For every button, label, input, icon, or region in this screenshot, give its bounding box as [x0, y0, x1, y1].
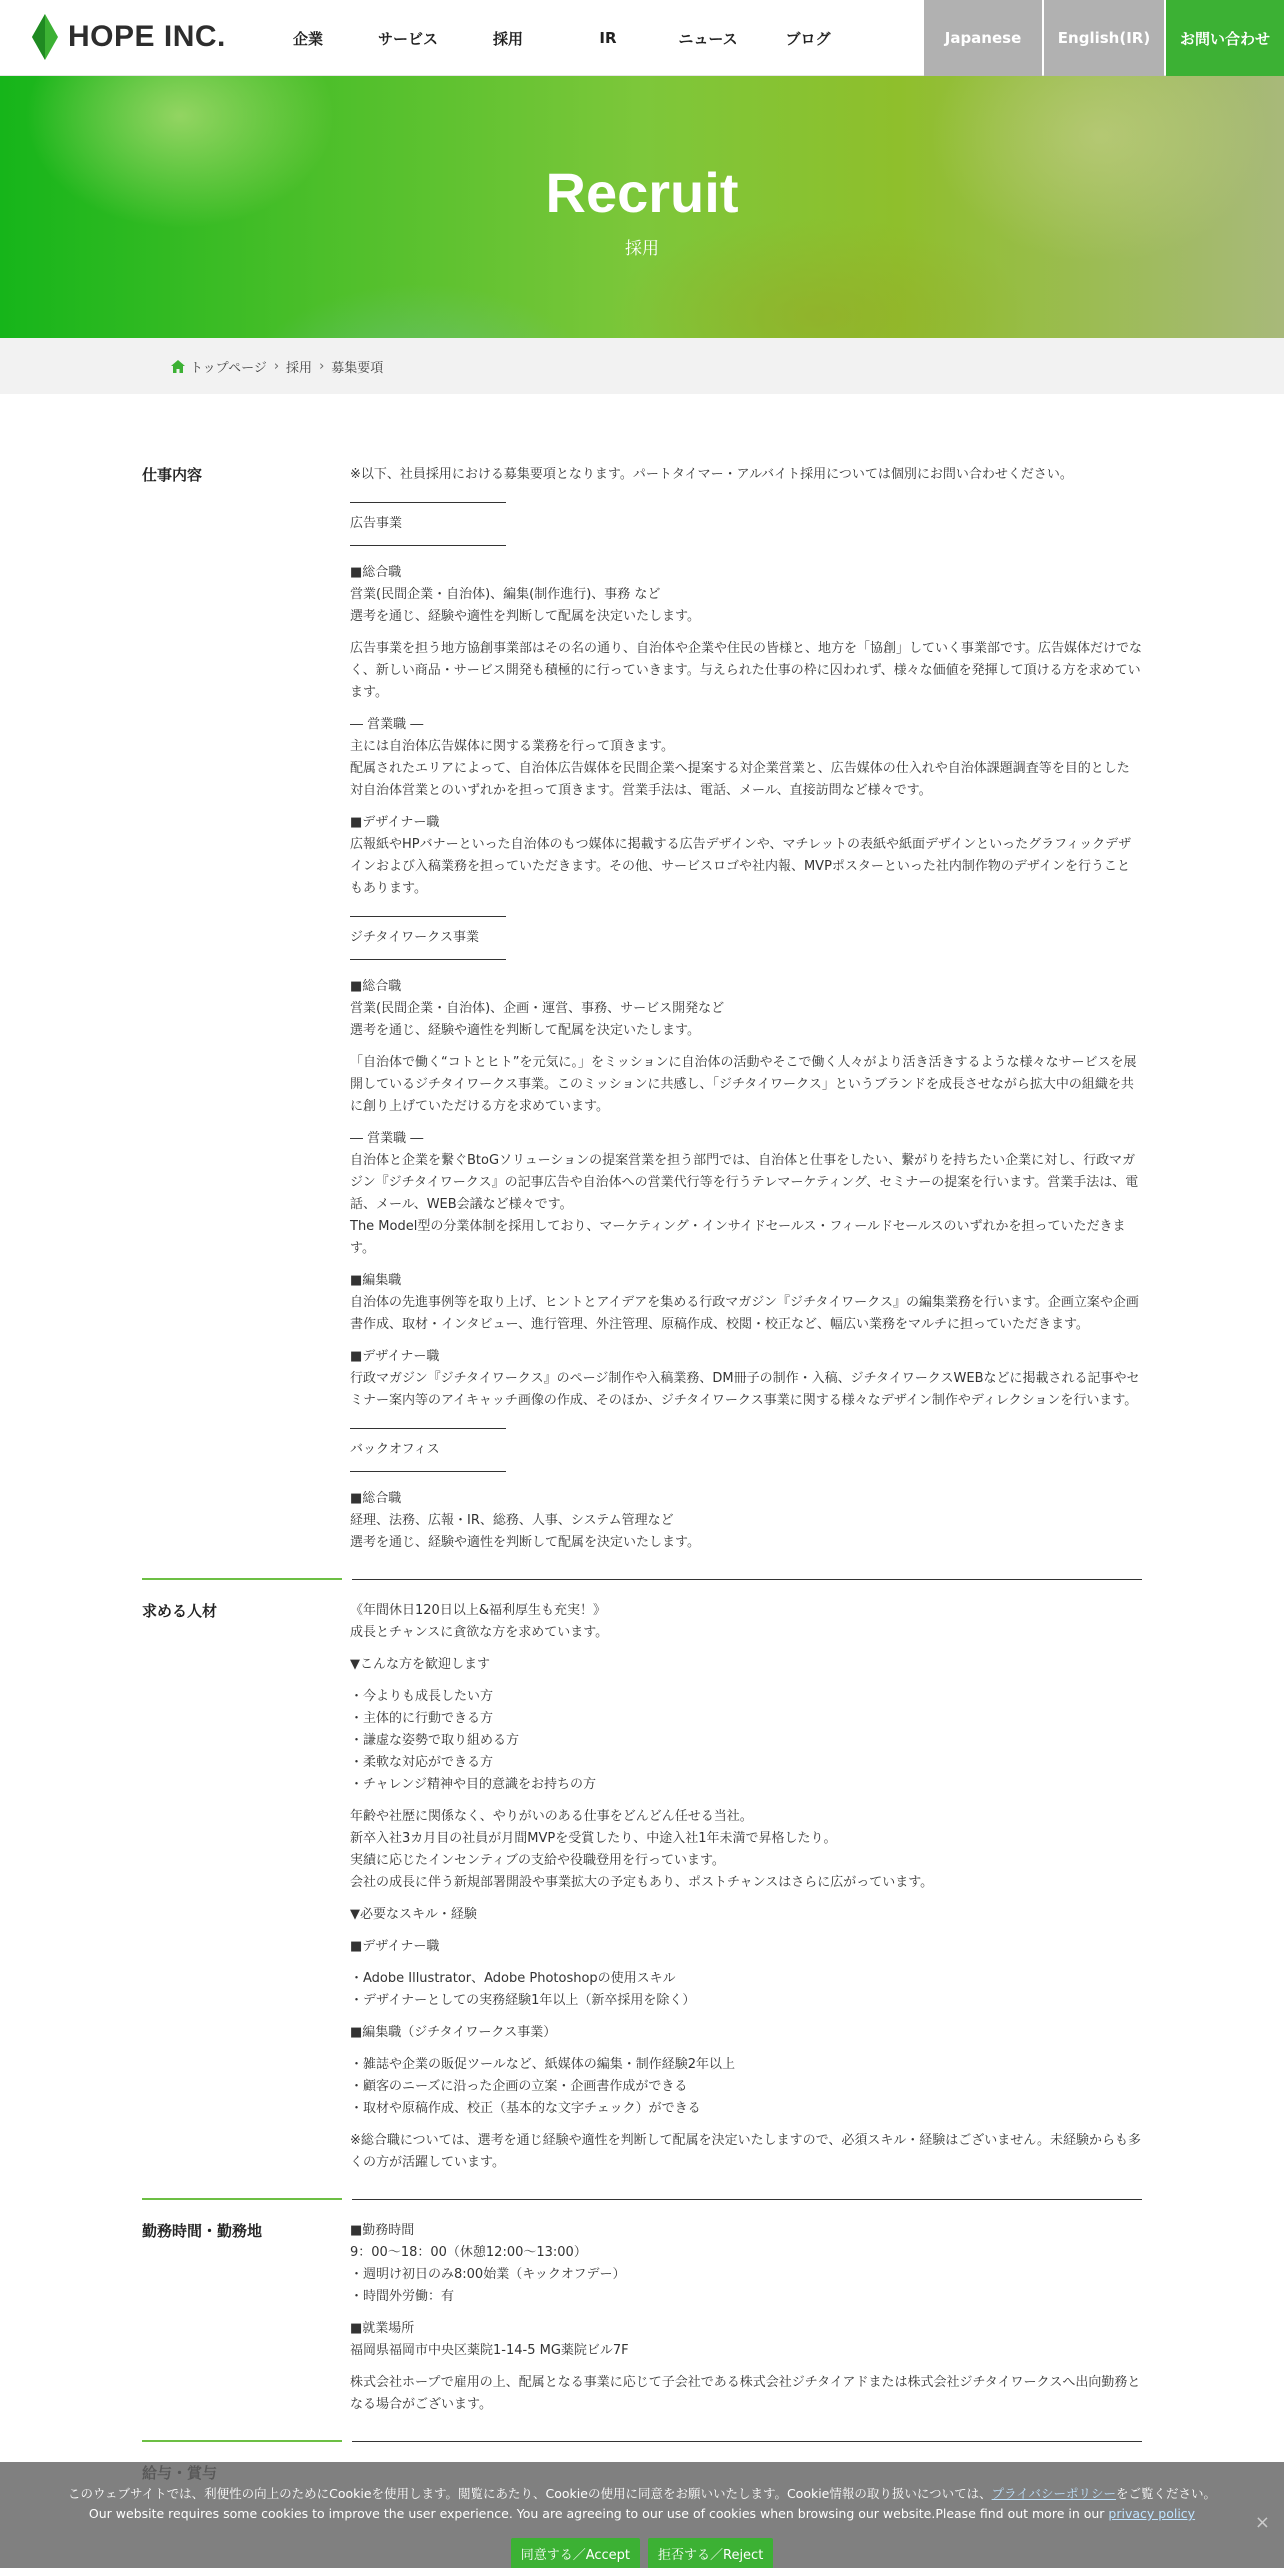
ad-designer: ■デザイナー職 広報紙やHPバナーといった自治体のもつ媒体に掲載する広告デザインや、マチレットの表紙や紙面デザインといったグラフィックデザインおよび入稿業務を担っていただきます。その他、サービスロゴや社内報、MVPポスターといった社内制作物のデザインを行うこともあります。 [350, 815, 1132, 896]
contact-button[interactable]: お問い合わせ [1166, 0, 1284, 76]
work-place: ■就業場所 福岡県福岡市中央区薬院1-14-5 MG薬院ビル7F [350, 2321, 629, 2358]
nav-item-service[interactable]: サービス [377, 29, 438, 48]
chevron-right-icon: › [319, 358, 325, 374]
requirements-table [142, 456, 1142, 2483]
editor-skills-heading: ■編集職（ジチタイワークス事業） [350, 2025, 557, 2040]
section-body [350, 2212, 1142, 2426]
breadcrumb-home[interactable]: トップページ [190, 360, 267, 376]
ad-general: ■総合職 営業(民間企業・自治体)、編集(制作進行)、事務 など 選考を通じ、経験や適性を判断して配属を決定いたします。 [350, 565, 700, 624]
nav-item-blog[interactable]: ブログ [785, 29, 831, 48]
privacy-policy-link-jp[interactable]: プライバシーポリシー [991, 2486, 1117, 2501]
ad-sales: ― 営業職 ― 主には自治体広告媒体に関する業務を行って頂きます。 配属されたエリアによって、自治体広告媒体を民間企業へ提案する対企業営業と、広告媒体の仕入れや自治体課題調査等を目的とした対自治体営業とのいずれかを担って頂きます。営業手法は、電話、メール、直接訪問など様々です。 [350, 717, 1130, 798]
jichitai-general: ■総合職 営業(民間企業・自治体)、企画・運営、事務、サービス開発など 選考を通じ、経験や適性を判断して配属を決定いたします。 [350, 979, 725, 1038]
breadcrumb-recruit[interactable]: 採用 [286, 360, 313, 376]
cookie-buttons [0, 2538, 1284, 2568]
talent-intro: 《年間休日120日以上&福利厚生も充実！》 成長とチャンスに貪欲な方を求めています。 [350, 1603, 609, 1640]
cookie-text: をご覧ください。 [1116, 2486, 1217, 2501]
subheading-backoffice: バックオフィス [350, 1428, 506, 1472]
section-heading: 仕事内容 [142, 466, 203, 484]
jichitai-designer: ■デザイナー職 行政マガジン『ジチタイワークス』のページ制作や入稿業務、DM冊子の制作・入稿、ジチタイワークスWEBなどに掲載される記事やセミナー案内等のアイキャッチ画像の作成、そのほか、ジチタイワークス事業に関する様々なデザイン制作やディレクションを行います。 [350, 1349, 1140, 1408]
site-header [0, 0, 1284, 76]
cookie-text: Our website requires some cookies to improve the user experience. You are agreeing to our use of cookies when browsing our website.Please find out more in our [88, 2506, 1109, 2521]
jichitai-desc: 「自治体で働く“コトとヒト”を元気に。」をミッションに自治体の活動やそこで働く人々がより活き活きするような様々なサービスを展開しているジチタイワークス事業。このミッションに共感し、「ジチタイワークス」というブランドを成長させながら拡大中の組織を共に創り上げていただける方を求めています。 [350, 1055, 1137, 1114]
privacy-policy-link-en[interactable]: privacy policy [1108, 2506, 1196, 2521]
welcome-list: ・今よりも成長したい方 ・主体的に行動できる方 ・謙虚な姿勢で取り組める方 ・柔軟な対応ができる方 ・チャレンジ精神や目的意識をお持ちの方 [350, 1689, 596, 1792]
cookie-text-jp [0, 2484, 1284, 2502]
reject-cookies-button[interactable]: 拒否する／Reject [648, 2538, 773, 2568]
jichitai-sales: ― 営業職 ― 自治体と企業を繋ぐBtoGソリューションの提案営業を担う部門では、自治体と仕事をしたい、繋がりを持ちたい企業に対し、行政マガジン『ジチタイワークス』の記事広告や自治体への営業代行等を行うテレマーケティング、セミナーの提案を行います。営業手法は、電話、メール、WEB会議など様々です。 The Model型の分業体制を採用しており、マーケティング・インサイドセールス・フィールドセールスのいずれかを担っていただきます。 [350, 1131, 1139, 1256]
editor-skills-list: ・雑誌や企業の販促ツールなど、紙媒体の編集・制作経験2年以上 ・顧客のニーズに沿った企画の立案・企画書作成ができる ・取材や原稿作成、校正（基本的な文字チェック）ができる [350, 2057, 736, 2116]
cookie-text-en [0, 2506, 1284, 2521]
section-hours-location [142, 2212, 1142, 2426]
logo-text: HOPE INC. [68, 20, 226, 53]
nav-item-recruit[interactable]: 採用 [492, 29, 523, 48]
close-icon[interactable]: × [1254, 2512, 1270, 2533]
logo[interactable] [28, 12, 226, 62]
section-body [350, 1592, 1142, 2184]
home-icon [170, 359, 186, 374]
jichitai-editor: ■編集職 自治体の先進事例等を取り上げ、ヒントとアイデアを集める行政マガジン『ジチタイワークス』の編集業務を行います。企画立案や企画書作成、取材・インタビュー、進行管理、外注管理、原稿作成、校閲・校正など、幅広い業務をマルチに担っていただきます。 [350, 1273, 1139, 1332]
section-body [350, 456, 1142, 1564]
cookie-text: このウェブサイトでは、利便性の向上のためにCookieを使用します。閲覧にあたり、Cookieの使用に同意をお願いいたします。Cookie情報の取り扱いについては、 [67, 2486, 992, 2501]
subheading-ad: 広告事業 [350, 502, 506, 546]
page-subtitle: 採用 [625, 239, 659, 259]
section-job-description [142, 456, 1142, 1564]
chevron-right-icon: › [273, 358, 280, 374]
job-intro: ※以下、社員採用における募集要項となります。パートタイマー・アルバイト採用については個別にお問い合わせください。 [350, 467, 1073, 482]
breadcrumb-current: 募集要項 [331, 360, 384, 376]
cookie-banner [0, 2462, 1284, 2568]
subheading-jichitai: ジチタイワークス事業 [350, 916, 506, 960]
nav-item-company[interactable]: 企業 [292, 29, 323, 48]
breadcrumb-bar [0, 338, 1284, 394]
career-text: 年齢や社歴に関係なく、やりがいのある仕事をどんどん任せる当社。 新卒入社3カ月目の社員が月間MVPを受賞したり、中途入社1年未満で昇格したり。 実績に応じたインセンティブの支給や役職登用を行っています。 会社の成長に伴う新規部署開設や事業拡大の予定もあり、ポストチャンスはさらに広がっています。 [350, 1809, 934, 1890]
skills-heading: ▼必要なスキル・経験 [350, 1907, 477, 1922]
nav-item-ir[interactable]: IR [599, 29, 617, 47]
main-nav [258, 0, 858, 76]
english-ir-button[interactable]: English(IR) [1044, 0, 1164, 76]
page-title: Recruit [545, 161, 739, 224]
hero-banner [0, 76, 1284, 338]
section-heading: 求める人材 [142, 1602, 218, 1620]
secondment-note: 株式会社ホープで雇用の上、配属となる事業に応じて子会社である株式会社ジチタイアドまたは株式会社ジチタイワークスへ出向勤務となる場合がございます。 [350, 2375, 1141, 2412]
section-talent [142, 1592, 1142, 2184]
work-hours: ■勤務時間 9：00～18：00（休憩12:00～13:00） ・週明け初日のみ8:00始業（キックオフデー） ・時間外労働：有 [350, 2223, 626, 2304]
designer-skills-heading: ■デザイナー職 [350, 1939, 440, 1954]
accept-cookies-button[interactable]: 同意する／Accept [511, 2538, 640, 2568]
ad-desc: 広告事業を担う地方協創事業部はその名の通り、自治体や企業や住民の皆様と、地方を「協創」していく事業部です。広告媒体だけでなく、新しい商品・サービス開発も積極的に行っていきます。与えられた仕事の枠に囚われず、様々な価値を発揮して頂ける方を求めています。 [350, 641, 1142, 700]
breadcrumb [170, 338, 383, 394]
japanese-button[interactable]: Japanese [924, 0, 1042, 76]
section-heading: 勤務時間・勤務地 [142, 2222, 263, 2240]
designer-skills-list: ・Adobe Illustrator、Adobe Photoshopの使用スキル ・デザイナーとしての実務経験1年以上（新卒採用を除く） [350, 1971, 696, 2008]
section-divider [142, 2198, 1142, 2200]
section-divider [142, 1578, 1142, 1580]
welcome-heading: ▼こんな方を歓迎します [350, 1657, 490, 1672]
backoffice-general: ■総合職 経理、法務、広報・IR、総務、人事、システム管理など 選考を通じ、経験や適性を判断して配属を決定いたします。 [350, 1491, 700, 1550]
logo-mark-icon [28, 12, 62, 62]
section-divider [142, 2440, 1142, 2442]
talent-note: ※総合職については、選考を通じ経験や適性を判断して配属を決定いたしますので、必須スキル・経験はございません。未経験からも多くの方が活躍しています。 [350, 2133, 1142, 2170]
nav-item-news[interactable]: ニュース [678, 29, 738, 48]
